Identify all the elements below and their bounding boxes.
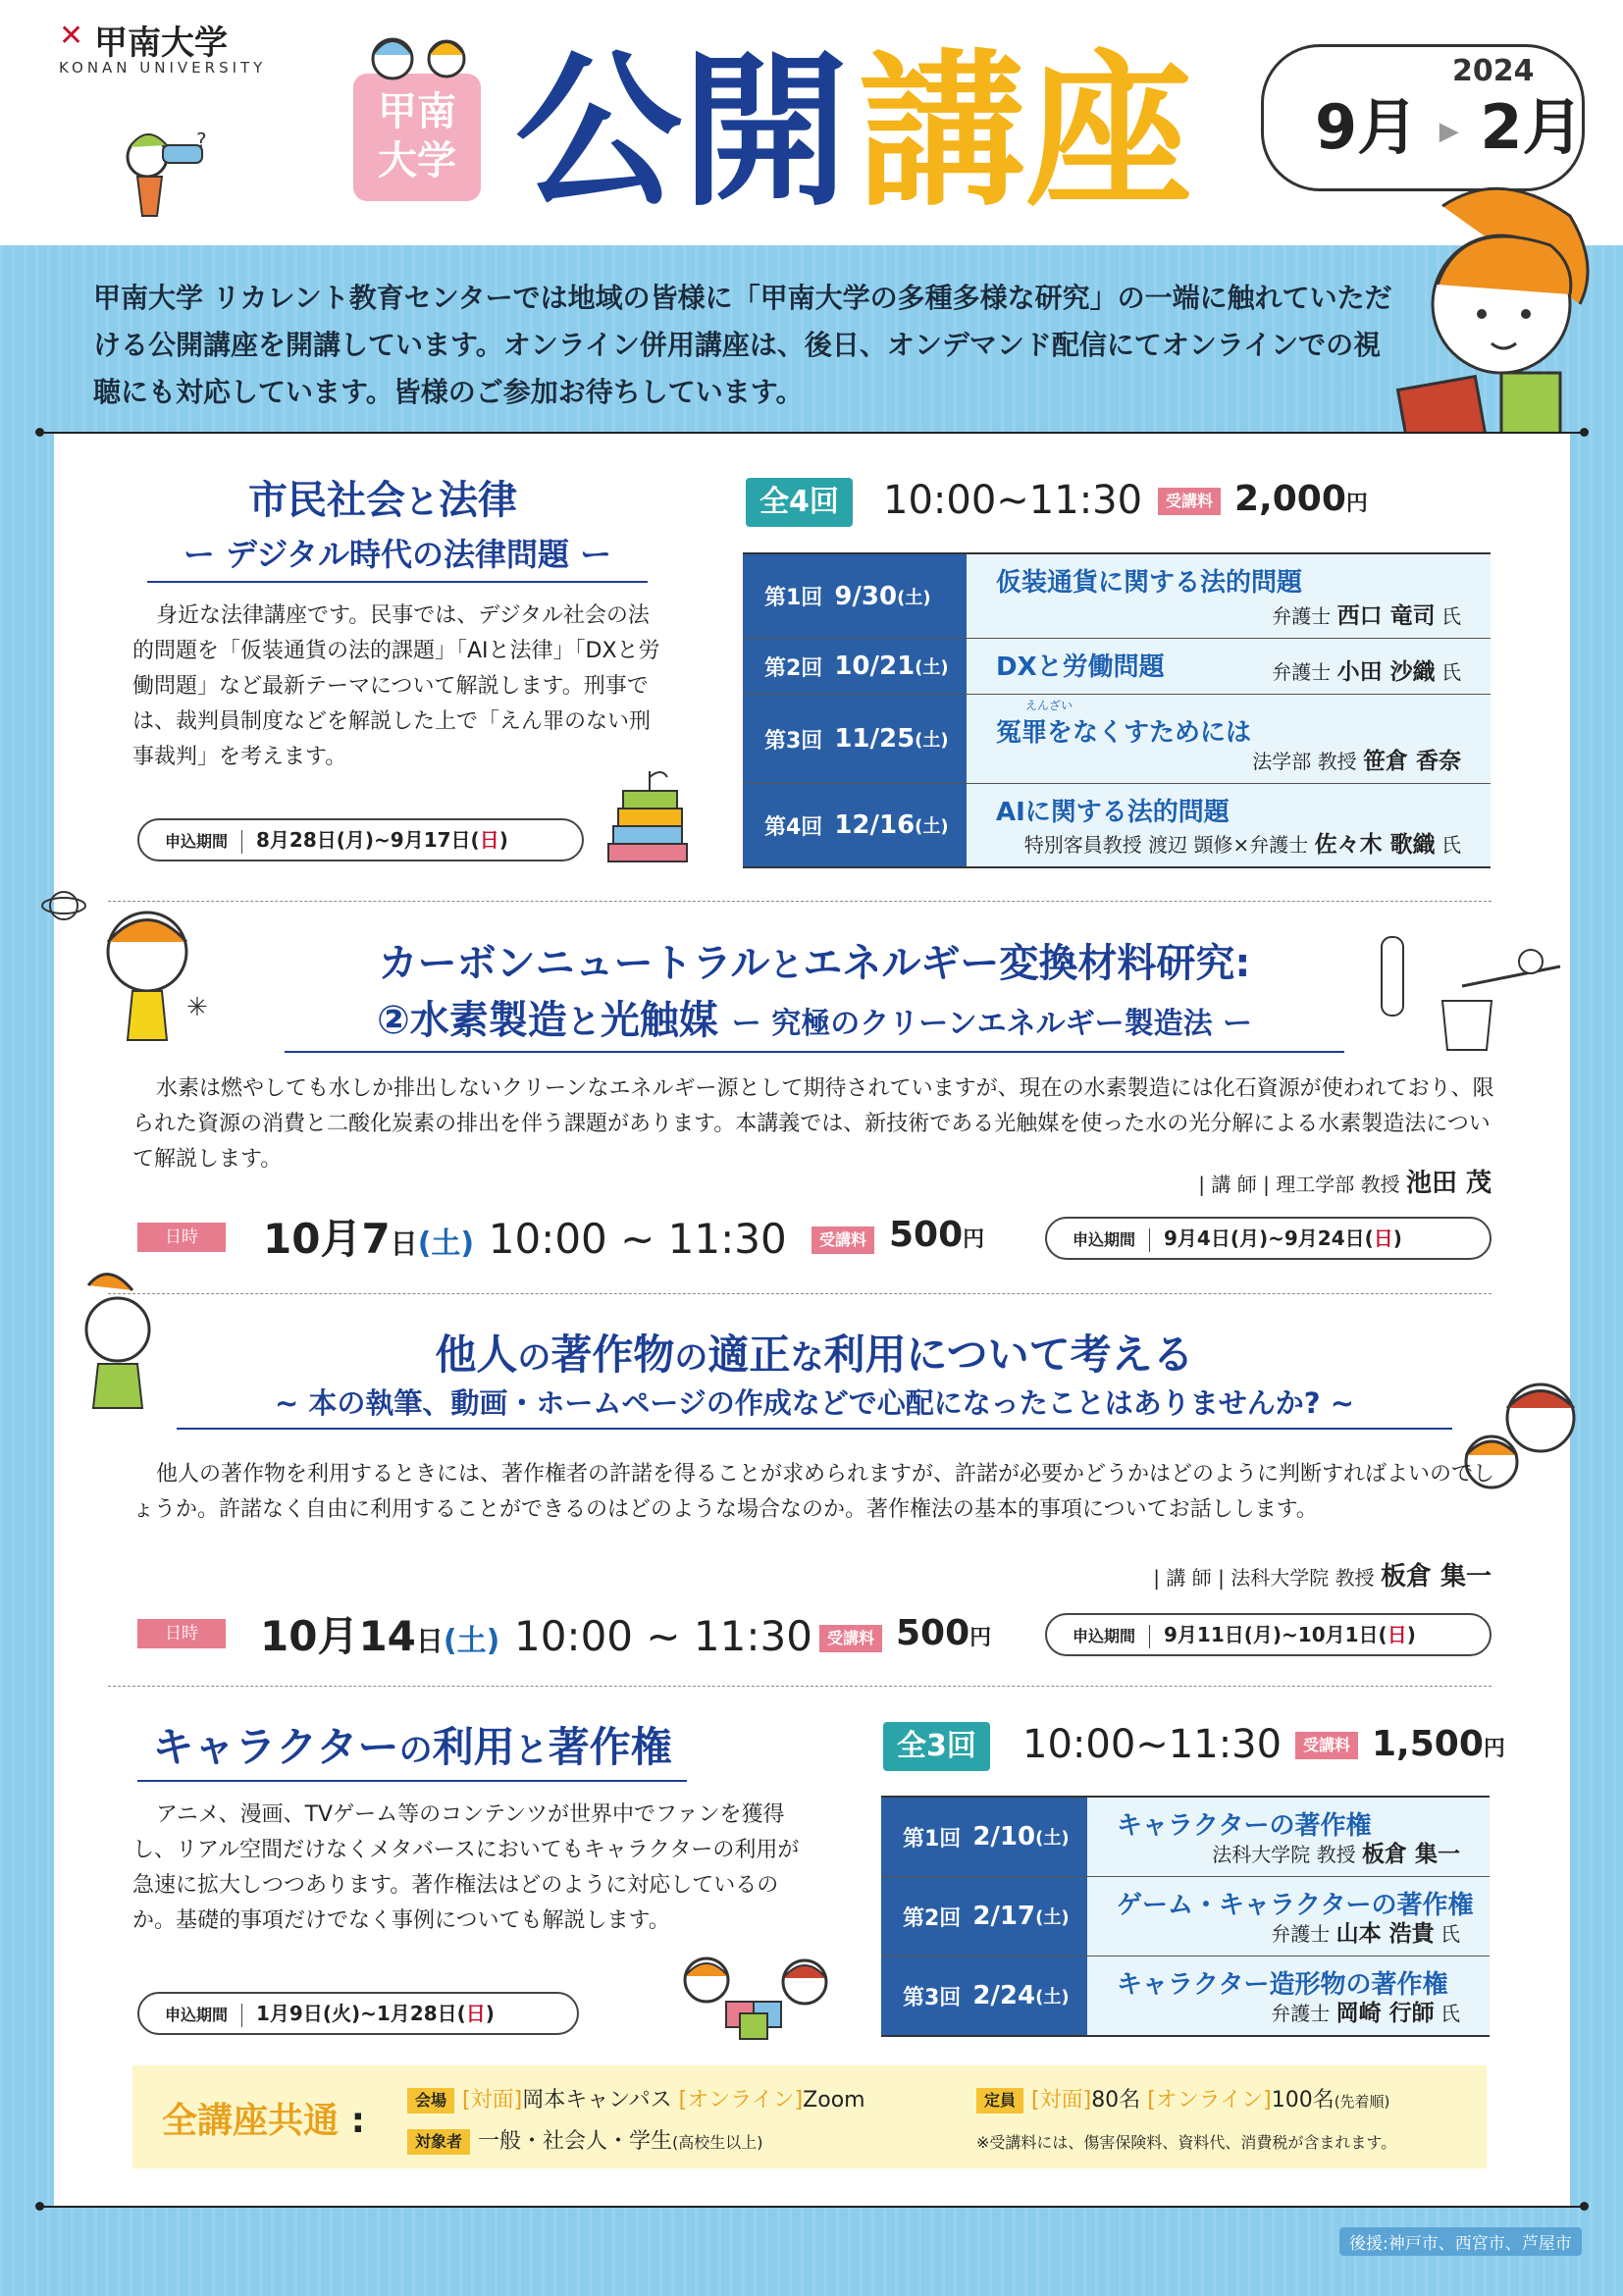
svg-text:?: ?	[196, 129, 207, 152]
session-date	[743, 554, 967, 638]
lecturer-suffix: 氏	[1441, 604, 1461, 628]
course1-title-to: と	[405, 483, 439, 522]
course2-title-a: カーボンニュートラル	[378, 941, 770, 986]
apply-dates-sun: 日	[465, 2002, 486, 2025]
lecturer-suffix: 氏	[1441, 660, 1461, 684]
capacity-online-value: 100名	[1271, 2088, 1335, 2113]
session-num: 第2回	[903, 1905, 962, 1931]
date-main: 10月14	[260, 1612, 416, 1660]
table-row	[743, 784, 1491, 866]
apply-dates	[256, 2002, 495, 2025]
apply-dates-end: )	[485, 2002, 495, 2025]
header	[0, 0, 1623, 245]
session-info	[967, 784, 1491, 866]
course4-title-a: キャラクター	[152, 1723, 399, 1771]
session-dow: (土)	[915, 816, 949, 837]
session-ruby: えんざい	[1025, 699, 1073, 712]
session-lecturer	[1212, 1836, 1460, 1868]
capacity-online-tag: [オンライン]	[1147, 2088, 1272, 2113]
apply-dates-sun: 日	[1373, 1226, 1393, 1250]
course3-fee	[896, 1613, 991, 1653]
apply-dates-end: )	[1406, 1623, 1416, 1646]
apply-dates	[256, 828, 508, 852]
fee-unit: 円	[1483, 1737, 1505, 1761]
session-dow: (土)	[1035, 1987, 1070, 2008]
course2-title-line2	[285, 989, 1344, 1053]
session-num: 第2回	[764, 655, 823, 681]
session-num: 第3回	[764, 728, 823, 754]
session-info	[967, 639, 1491, 694]
course3-title-no2: の	[674, 1338, 708, 1378]
top-rule	[39, 432, 1584, 434]
course3-title-no1: の	[517, 1338, 551, 1378]
session-info	[1087, 1957, 1490, 2035]
divider	[241, 830, 242, 854]
session-date	[743, 784, 967, 866]
course2-title-c: ②水素製造	[376, 998, 567, 1043]
title-part-public: 公開	[515, 35, 850, 230]
lecturer-title: 弁護士	[1272, 660, 1332, 684]
session-num: 第4回	[764, 814, 823, 840]
session-num: 第1回	[764, 586, 823, 610]
target-line	[407, 2124, 763, 2155]
lecturer-name: 笹倉 香奈	[1362, 749, 1461, 774]
venue-face-tag: [対面]	[462, 2088, 523, 2113]
course4-description: アニメ、漫画、TVゲーム等のコンテンツが世界中でファンを獲得し、リアル空間だけなくメタバースにおいてもキャラクターの利用が急速に拡大しつつあります。著作権法はどのように対応しているのか。基礎的事項だけでなく事例についても解説します。	[132, 1802, 800, 1933]
session-dow: (土)	[915, 730, 949, 751]
top-rule-dot-right	[1580, 428, 1589, 437]
session-lecturer	[1272, 653, 1461, 686]
table-row	[743, 695, 1491, 784]
date-dow: (土)	[417, 1226, 475, 1261]
course2-title-to: と	[769, 946, 804, 985]
badge-line-1: 甲南	[378, 89, 456, 134]
bottom-rule-dot-right	[1580, 2202, 1589, 2211]
apply-dates-start: 9月11日(月)~10月1日(	[1164, 1623, 1387, 1646]
course4-title	[137, 1715, 687, 1782]
lecturer-title: 弁護士	[1271, 2002, 1331, 2025]
fee-number: 1,500	[1372, 1724, 1484, 1764]
course2-description: 水素は燃やしても水しか排出しないクリーンなエネルギー源として期待されていますが、現在の水素製造には化石資源が使われており、限られた資源の消費と二酸化炭素の排出を伴う課題があります。本講義では、新技術である光触媒を使った水の光分解による水素製造法について解説します。	[132, 1076, 1494, 1172]
apply-dates	[1164, 1226, 1402, 1250]
lecturer-title: 理工学部 教授	[1276, 1173, 1400, 1196]
lecturer-label: | 講 師 |	[1198, 1173, 1270, 1196]
course3-fee-label: 受講料	[819, 1625, 882, 1652]
girl-presenting-illustration	[49, 1266, 167, 1413]
session-dow: (土)	[897, 587, 931, 608]
session-dow: (土)	[1035, 1828, 1070, 1849]
venue-line	[407, 2083, 865, 2113]
venue-online-tag: [オンライン]	[678, 2088, 804, 2113]
course4-time: 10:00~11:30	[1022, 1722, 1283, 1767]
session-topic: 仮装通貨に関する法的問題	[996, 568, 1303, 598]
lecturer-title: 特別客員教授 渡辺 顗修×弁護士	[1023, 833, 1309, 857]
session-date	[881, 1798, 1087, 1876]
session-day: 2/10	[972, 1822, 1036, 1852]
lecturer-name: 池田 茂	[1405, 1169, 1492, 1198]
session-day: 10/21	[834, 652, 916, 681]
lecturer-name: 西口 竜司	[1336, 603, 1436, 629]
fee-number: 500	[896, 1613, 970, 1653]
session-topic: AIに関する法的問題	[996, 798, 1230, 827]
target-label: 対象者	[407, 2129, 470, 2155]
lecturer-name: 岡崎 行師	[1335, 2001, 1435, 2026]
course3-lecturer	[981, 1556, 1492, 1592]
course2-fee	[889, 1215, 984, 1255]
course1-sessions-badge: 全4回	[746, 478, 853, 527]
course4-title-no: の	[398, 1731, 433, 1770]
arrow-right-icon: ▶	[1439, 116, 1459, 146]
table-row	[881, 1798, 1490, 1877]
month-range	[1315, 78, 1583, 166]
month-end: 2月	[1480, 91, 1584, 163]
course2-apply-period	[1045, 1217, 1492, 1260]
session-date	[743, 639, 967, 694]
section-divider	[108, 1293, 1492, 1294]
lecturer-name: 佐々木 歌織	[1314, 832, 1436, 858]
common-colon: :	[350, 2101, 365, 2141]
session-info	[1087, 1798, 1490, 1876]
books-illustration	[589, 765, 707, 873]
course3-title-b: 著作物	[550, 1331, 675, 1379]
course4-sessions-badge: 全3回	[883, 1722, 990, 1771]
badge-line-2: 大学	[378, 138, 456, 183]
apply-label: 申込期間	[165, 2006, 229, 2024]
section-divider	[108, 901, 1492, 902]
logo-text-jp: 甲南大学	[94, 24, 228, 63]
konan-logo-icon: ✕	[59, 19, 84, 53]
session-lecturer	[1024, 826, 1461, 859]
course2-title-line1	[285, 932, 1344, 988]
session-lecturer	[1252, 743, 1461, 775]
session-topic: DXと労働問題	[996, 652, 1165, 682]
divider	[1149, 1625, 1150, 1648]
apply-dates-end: )	[498, 828, 508, 852]
session-topic: 冤罪をなくすためには	[996, 718, 1252, 748]
course4-title-to: と	[514, 1731, 549, 1770]
table-row	[881, 1957, 1490, 2035]
logo-text-en: KONAN UNIVERSITY	[59, 59, 267, 77]
apply-dates-start: 9月4日(月)~9月24日(	[1164, 1226, 1374, 1250]
capacity-note: (先着順)	[1334, 2093, 1390, 2111]
apply-dates-end: )	[1392, 1226, 1402, 1250]
date-time: 10:00 ~ 11:30	[488, 1215, 787, 1263]
common-title-text: 全講座共通	[162, 2101, 340, 2141]
kid-thinking-illustration	[39, 878, 236, 1055]
lecturer-title: 法科大学院 教授	[1212, 1843, 1356, 1866]
fee-unit: 円	[1345, 492, 1368, 516]
course1-schedule-table	[743, 552, 1491, 868]
session-lecturer	[1272, 598, 1461, 630]
session-topic: キャラクターの著作権	[1117, 1811, 1372, 1841]
date-time: 10:00 ~ 11:30	[513, 1612, 812, 1660]
course2-title-to2: と	[566, 1003, 601, 1042]
common-info-box	[132, 2065, 1487, 2168]
course3-apply-period	[1045, 1613, 1492, 1656]
kids-on-badge-illustration	[358, 27, 486, 81]
capacity-label: 定員	[976, 2088, 1023, 2113]
date-day: 日	[390, 1227, 418, 1260]
session-info	[967, 695, 1491, 783]
session-info	[967, 554, 1491, 638]
course2-title-d: 光触媒	[600, 998, 718, 1043]
course1-subtitle: ー デジタル時代の法律問題 ー	[147, 530, 648, 583]
lecturer-suffix: 氏	[1440, 2002, 1460, 2025]
fee-unit: 円	[963, 1227, 985, 1252]
lecturer-label: | 講 師 |	[1153, 1566, 1225, 1590]
divider	[1149, 1228, 1150, 1252]
month-start: 9月	[1315, 91, 1419, 163]
konan-badge	[353, 74, 481, 201]
course2-datetime	[263, 1207, 787, 1266]
session-date	[881, 1877, 1087, 1956]
target-note: (高校生以上)	[672, 2133, 763, 2152]
course1-title	[137, 469, 628, 525]
session-lecturer	[1271, 1915, 1460, 1948]
kid-binoculars-illustration	[108, 118, 226, 245]
course2-date-label: 日時	[137, 1223, 226, 1252]
lab-equipment-illustration	[1364, 917, 1570, 1055]
fee-note: ※受講料には、傷害保険料、資料代、消費税が含まれます。	[976, 2133, 1397, 2152]
session-topic: キャラクター造形物の著作権	[1117, 1970, 1448, 2000]
course1-description: 身近な法律講座です。民事では、デジタル社会の法的問題を「仮装通貨の法的課題」「AIと法律」「DXと労働問題」など最新テーマについて解説します。刑事では、裁判員制度などを解説した上で「えん罪のない刑事裁判」を考えます。	[132, 603, 660, 769]
course4-fee	[1372, 1724, 1505, 1764]
session-lecturer	[1271, 1995, 1460, 2027]
top-rule-dot-left	[35, 428, 44, 437]
course3-title-na: な	[790, 1338, 824, 1378]
target-value: 一般・社会人・学生	[478, 2129, 673, 2154]
fee-number: 2,000	[1234, 479, 1346, 519]
intro-text: 甲南大学 リカレント教育センターでは地域の皆様に「甲南大学の多種多様な研究」の一端に触れていただける公開講座を開講しています。オンライン併用講座は、後日、オンデマンド配信にてオンラインでの視聴にも対応しています。皆様のご参加お待ちしています。	[93, 282, 1392, 408]
course3-date-label: 日時	[137, 1619, 226, 1648]
date-dow: (土)	[443, 1624, 500, 1658]
course3-title-c: 適正	[707, 1331, 791, 1379]
course1-fee	[1234, 479, 1368, 519]
course3-subtitle: ~ 本の執筆、動画・ホームページの作成などで心配になったことはありませんか? ~	[177, 1382, 1452, 1430]
svg-text:✳: ✳	[186, 993, 208, 1022]
lecturer-suffix: 氏	[1440, 1922, 1460, 1946]
divider	[241, 2004, 242, 2027]
course2-lecturer	[981, 1163, 1492, 1199]
session-date	[743, 695, 967, 783]
capacity-face-tag: [対面]	[1031, 2088, 1092, 2113]
table-row	[881, 1877, 1490, 1957]
course4-fee-label: 受講料	[1295, 1732, 1358, 1759]
course3-title	[275, 1323, 1354, 1382]
date-day: 日	[415, 1625, 444, 1657]
session-day: 11/25	[834, 724, 916, 754]
session-day: 12/16	[834, 810, 916, 840]
apply-dates-sun: 日	[479, 828, 499, 852]
venue-face-value: 岡本キャンパス	[522, 2088, 672, 2113]
course1-title-b: 法律	[439, 478, 517, 523]
lecturer-title: 弁護士	[1271, 1922, 1331, 1946]
bottom-rule	[39, 2206, 1584, 2208]
lecturer-name: 板倉 集一	[1380, 1562, 1492, 1592]
lecturer-name: 小田 沙織	[1336, 659, 1436, 685]
session-num: 第1回	[903, 1826, 962, 1852]
venue-label: 会場	[407, 2088, 454, 2113]
session-day: 2/17	[972, 1902, 1036, 1931]
course3-datetime	[260, 1604, 812, 1663]
fee-number: 500	[889, 1215, 964, 1255]
apply-label: 申込期間	[1073, 1230, 1136, 1249]
common-title	[162, 2093, 365, 2143]
session-day: 2/24	[972, 1981, 1036, 2010]
girl-reading-illustration	[1384, 177, 1609, 471]
capacity-face-value: 80名	[1091, 2088, 1141, 2113]
course1-time: 10:00~11:30	[883, 478, 1143, 523]
kids-puzzle-illustration	[618, 1953, 844, 2041]
apply-dates-sun: 日	[1387, 1623, 1407, 1646]
venue-online-value: Zoom	[803, 2088, 865, 2113]
fee-unit: 円	[969, 1626, 992, 1650]
capacity-line	[976, 2083, 1389, 2113]
section-divider	[108, 1686, 1492, 1687]
course4-title-c: 著作権	[548, 1723, 672, 1771]
session-dow: (土)	[1035, 1907, 1070, 1928]
title-part-lecture: 講座	[859, 35, 1193, 230]
session-num: 第3回	[903, 1985, 962, 2010]
session-info	[1087, 1877, 1490, 1956]
course4-apply-period	[137, 1992, 579, 2035]
sponsor-badge: 後援:神戸市、西宮市、芦屋市	[1339, 2227, 1582, 2256]
lecturer-name: 板倉 集一	[1361, 1842, 1460, 1867]
apply-dates	[1164, 1623, 1416, 1646]
apply-label: 申込期間	[165, 832, 229, 851]
course3-title-a: 他人	[435, 1331, 518, 1379]
apply-label: 申込期間	[1073, 1627, 1136, 1645]
session-topic: ゲーム・キャラクターの著作権	[1117, 1891, 1474, 1920]
course3-title-d: 利用について考える	[823, 1331, 1194, 1379]
course1-apply-period	[137, 818, 584, 861]
course2-fee-label: 受講料	[812, 1226, 874, 1254]
lecturer-title: 法学部 教授	[1252, 750, 1357, 773]
course2-title-b: エネルギー変換材料研究:	[803, 941, 1251, 986]
date-main: 10月7	[263, 1215, 391, 1263]
bottom-rule-dot-left	[35, 2202, 44, 2211]
session-day: 9/30	[834, 581, 898, 611]
course1-fee-label: 受講料	[1158, 488, 1221, 515]
lecturer-title: 弁護士	[1272, 604, 1332, 628]
year: 2024	[1452, 54, 1535, 88]
lecturer-suffix: 氏	[1441, 833, 1461, 857]
apply-dates-start: 1月9日(火)~1月28日(	[256, 2002, 466, 2025]
course4-title-b: 利用	[432, 1723, 515, 1771]
lecturer-name: 山本 浩貴	[1335, 1921, 1435, 1947]
course4-schedule-table	[881, 1796, 1490, 2037]
course3-description: 他人の著作物を利用するときには、著作権者の許諾を得ることが求められますが、許諾が必要かどうかはどのように判断すればよいのでしょうか。許諾なく自由に利用することができるのはどのような場合なのか。著作権法の基本的事項についてお話しします。	[132, 1462, 1495, 1522]
apply-dates-start: 8月28日(月)~9月17日(	[256, 828, 480, 852]
course2-title-e: ー 究極のクリーンエネルギー製造法 ー	[731, 1007, 1253, 1041]
lecturer-title: 法科大学院 教授	[1230, 1566, 1375, 1590]
session-dow: (土)	[915, 657, 949, 678]
table-row	[743, 554, 1491, 639]
table-row	[743, 639, 1491, 695]
session-date	[881, 1957, 1087, 2035]
course1-title-a: 市民社会	[248, 478, 405, 523]
